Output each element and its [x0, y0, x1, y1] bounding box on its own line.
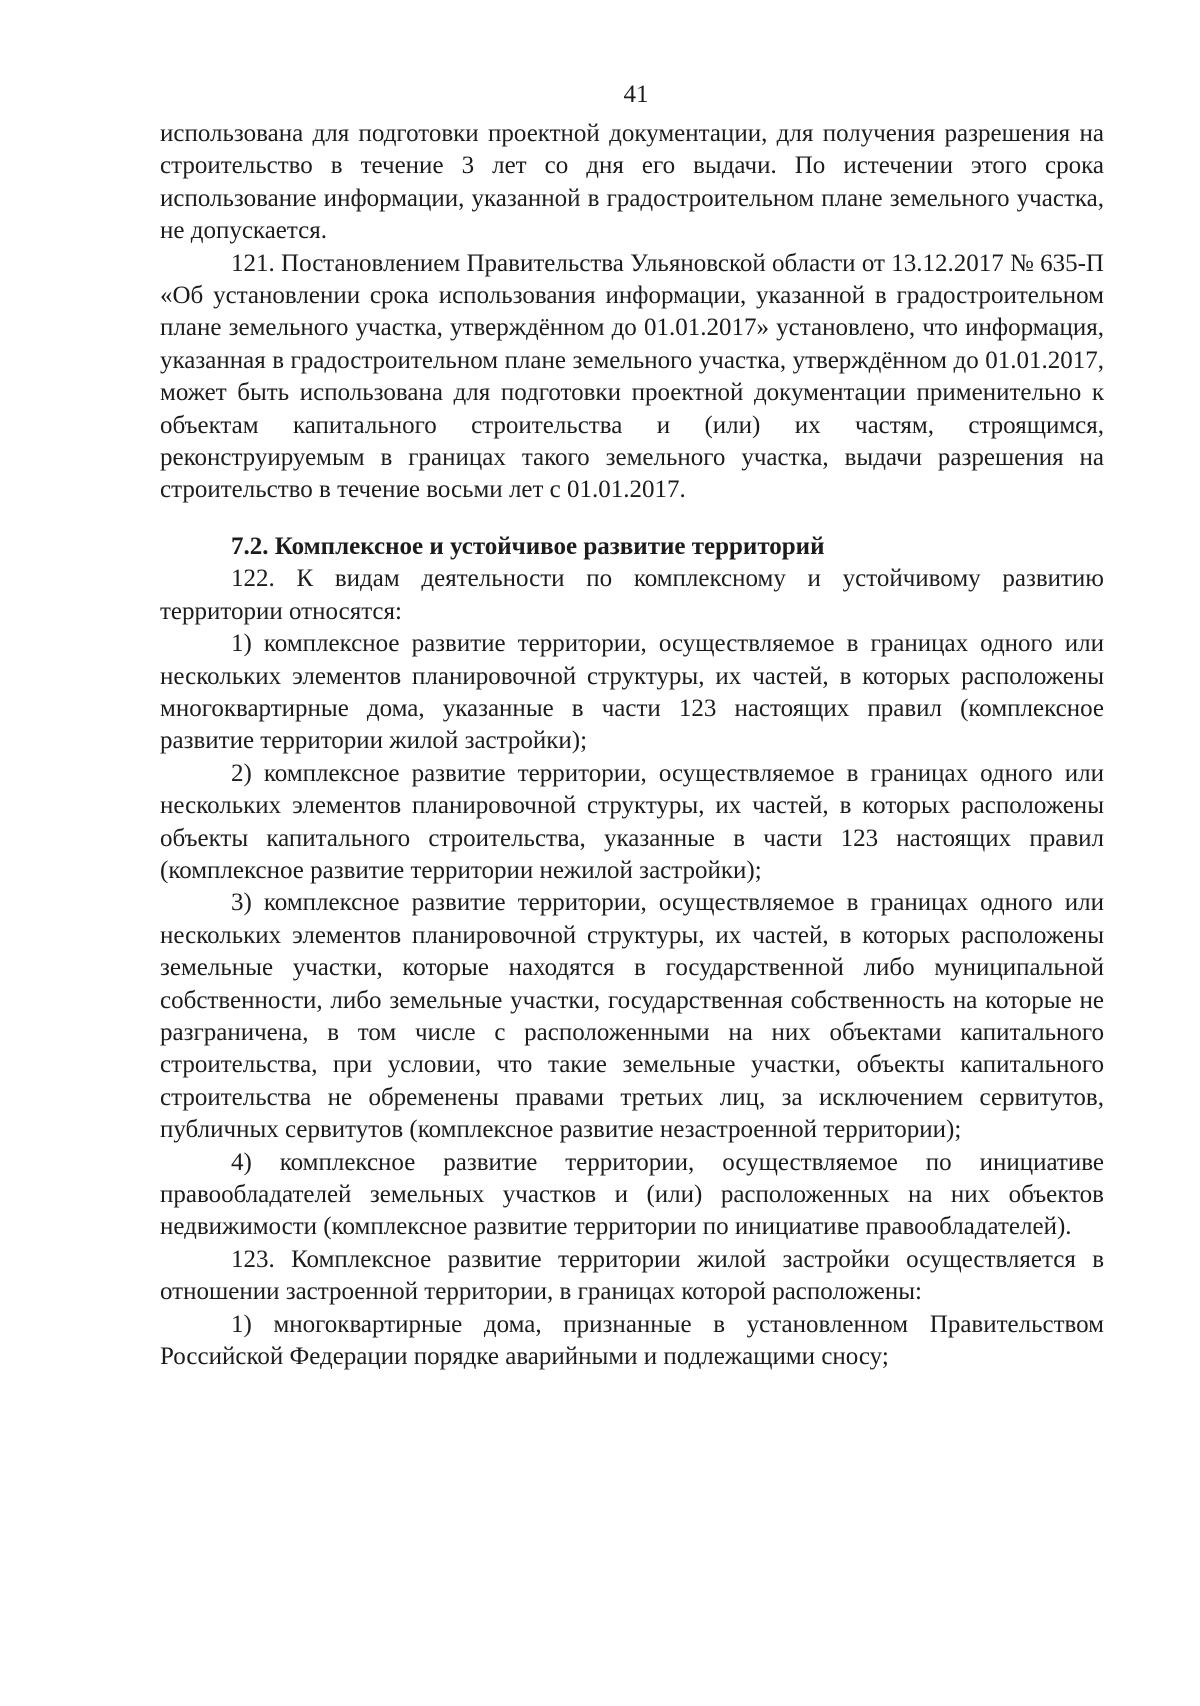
paragraph-continuation: использована для подготовки проектной документации, для получения разрешения на строительство в течение 3 лет со дня его выдачи. По истечении этого срока использование информации, указанной в градостроительном плане земельного участка, не допускается. — [160, 120, 1104, 245]
list-item-123-1: 1) многоквартирные дома, признанные в установленном Правительством Российской Федерации порядке аварийными и подлежащими сносу; — [160, 1310, 1104, 1371]
list-item-1: 1) комплексное развитие территории, осуществляемое в границах одного или нескольких элементов планировочной структуры, их частей, в которых расположены многоквартирные дома, указанные в части 123 настоящих правил (комплексное развитие территории жилой застройки); — [160, 630, 1104, 755]
page-number: 41 — [623, 81, 649, 108]
list-item-2: 2) комплексное развитие территории, осуществляемое в границах одного или нескольких элементов планировочной структуры, их частей, в которых расположены объекты капитального строительства, указанные в части 123 настоящих правил (комплексное развитие территории нежилой застройки); — [160, 759, 1104, 884]
paragraph-121: 121. Постановлением Правительства Ульяновской области от 13.12.2017 № 635-П «Об установлении срока использования информации, указанной в градостроительном плане земельного участка, утверждённом до 01.01.2017» установлено, что информация, указанная в градостроительном плане земельного участка, утверждённом до 01.01.2017, может быть использована для подготовки проектной документации применительно к объектам капитального строительства и (или) их частям, строящимся, реконструируемым в границах такого земельного участка, выдачи разрешения на строительство в течение восьми лет с 01.01.2017. — [160, 249, 1104, 504]
section-heading: 7.2. Комплексное и устойчивое развитие территорий — [231, 532, 825, 560]
paragraph-122: 122. К видам деятельности по комплексному и устойчивому развитию территории относятся: — [160, 565, 1104, 625]
document-page — [160, 78, 1104, 1373]
list-item-4: 4) комплексное развитие территории, осуществляемое по инициативе правообладателей земельных участков и (или) расположенных на них объектов недвижимости (комплексное развитие территории по инициативе правообладателей). — [160, 1148, 1104, 1241]
paragraph-123: 123. Комплексное развитие территории жилой застройки осуществляется в отношении застроенной территории, в границах которой расположены: — [160, 1245, 1104, 1306]
list-item-3: 3) комплексное развитие территории, осуществляемое в границах одного или нескольких элементов планировочной структуры, их частей, в которых расположены земельные участки, которые находятся в государственной либо муниципальной собственности, либо земельные участки, государственная собственность на которые не разграничена, в том числе с расположенными на них объектами капитального строительства, при условии, что такие земельные участки, объекты капитального строительства не обременены правами третьих лиц, за исключением сервитутов, публичных сервитутов (комплексное развитие незастроенной территории); — [160, 889, 1104, 1144]
